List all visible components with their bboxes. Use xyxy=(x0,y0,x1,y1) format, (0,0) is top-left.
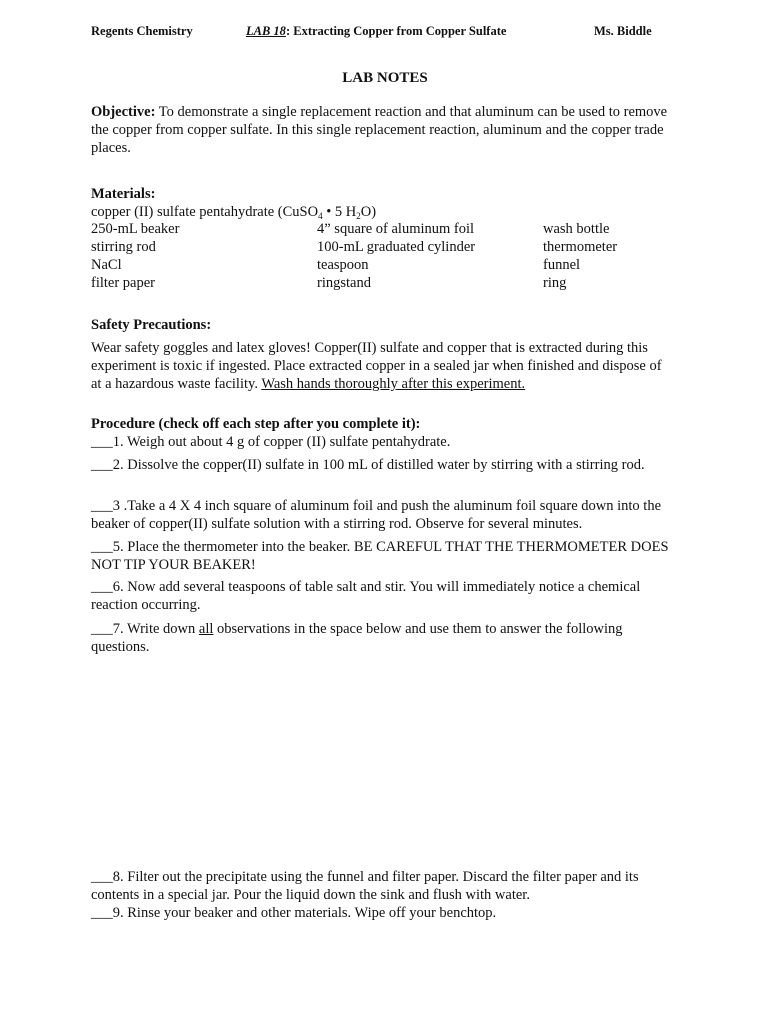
formula-subscript-4: 4 xyxy=(318,211,323,221)
procedure-step-9: ___9. Rinse your beaker and other materials. Wipe off your benchtop. xyxy=(91,905,497,921)
materials-row xyxy=(91,221,671,239)
material-item: wash bottle xyxy=(543,221,610,237)
lab-title: : Extracting Copper from Copper Sulfate xyxy=(285,24,507,38)
teacher-name: Ms. Biddle xyxy=(594,24,652,38)
course-name: Regents Chemistry xyxy=(91,24,193,38)
lab-heading xyxy=(246,24,506,39)
materials-label: Materials: xyxy=(91,186,156,202)
material-item: filter paper xyxy=(91,275,156,291)
safety-label: Safety Precautions: xyxy=(91,317,212,333)
materials-row xyxy=(91,257,671,275)
formula-subscript-2: 2 xyxy=(356,211,361,221)
material-item: funnel xyxy=(543,257,581,273)
objective-section xyxy=(91,103,671,157)
procedure-step-3: ___3 .Take a 4 X 4 inch square of aluminum foil and push the aluminum foil square down into the beaker of copper(II) sulfate solution with a stirring rod. Observe for several minutes. xyxy=(91,498,662,532)
material-item: ring xyxy=(543,275,567,291)
procedure-step-5: ___5. Place the thermometer into the beaker. BE CAREFUL THAT THE THERMOMETER DOES NOT TIP YOUR BEAKER! xyxy=(91,539,669,573)
material-item: 4” square of aluminum foil xyxy=(317,221,475,237)
step7-text-after: observations in the space below and use them to answer the following questions. xyxy=(91,621,623,655)
safety-section xyxy=(91,339,671,393)
page-title: LAB NOTES xyxy=(342,70,428,86)
materials-row xyxy=(91,275,671,293)
formula-prefix: copper (II) sulfate pentahydrate (CuSO xyxy=(91,204,319,220)
procedure-step-7 xyxy=(91,620,671,656)
material-item: ringstand xyxy=(317,275,371,291)
procedure-step-1: ___1. Weigh out about 4 g of copper (II) sulfate pentahydrate. xyxy=(91,434,451,450)
lab-number: LAB 18 xyxy=(246,24,286,38)
material-item: teaspoon xyxy=(317,257,369,273)
procedure-label: Procedure (check off each step after you complete it): xyxy=(91,416,421,432)
objective-text: To demonstrate a single replacement reaction and that aluminum can be used to remove the copper from copper sulfate. In this single replacement reaction, aluminum and the copper trade places. xyxy=(91,104,668,156)
materials-formula xyxy=(91,203,671,221)
objective-label: Objective: xyxy=(91,104,156,120)
materials-row xyxy=(91,239,671,257)
material-item: NaCl xyxy=(91,257,122,273)
material-item: stirring rod xyxy=(91,239,156,255)
formula-middle: • 5 H xyxy=(322,204,357,220)
procedure-step-6: ___6. Now add several teaspoons of table salt and stir. You will immediately notice a chemical reaction occurring. xyxy=(91,579,641,613)
procedure-step-2: ___2. Dissolve the copper(II) sulfate in 100 mL of distilled water by stirring with a stirring rod. xyxy=(91,457,645,473)
procedure-step-8: ___8. Filter out the precipitate using the funnel and filter paper. Discard the filter paper and its contents in a special jar. Pour the liquid down the sink and flush with water. xyxy=(91,869,639,903)
material-item: 100-mL graduated cylinder xyxy=(317,239,476,255)
safety-underlined: Wash hands thoroughly after this experiment. xyxy=(261,376,526,392)
step7-text-before: ___7. Write down xyxy=(91,621,199,637)
safety-text: Wear safety goggles and latex gloves! Copper(II) sulfate and copper that is extracted during this experiment is toxic if ingested. Place extracted copper in a sealed jar when finished and dispose of at a hazardous waste facility. xyxy=(91,340,662,392)
material-item: thermometer xyxy=(543,239,618,255)
material-item: 250-mL beaker xyxy=(91,221,180,237)
formula-suffix: O) xyxy=(360,204,377,220)
step7-underlined: all xyxy=(198,621,214,637)
